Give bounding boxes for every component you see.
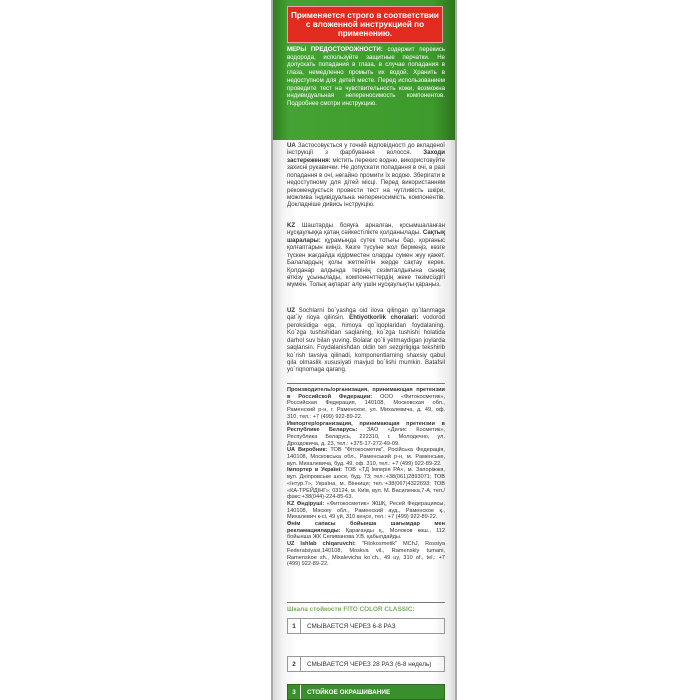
section-ua-code: UA bbox=[287, 142, 296, 149]
section-divider bbox=[287, 383, 445, 384]
scale-row-3 bbox=[287, 684, 445, 700]
scale-divider bbox=[287, 602, 445, 603]
usage-warning-text: Применяется строго в соответствии с вложенной инструкцией по применению. bbox=[291, 10, 439, 39]
importer-ua-text: ТОВ «ТД Імперія РА», м. Запоріжжя, вул. Дніпровське шосе, буд. 73; тел.:+38(061)2893071; ТОВ «Інтур.7», Україна, м. Вінниця; тел.:+38(067)4322693; ТОВ «КА-ТРЕЙДІНГ», 03124, м. Київ, вул. М. Василенка,7-А, тел./факс:+38(044)-224-85-63. bbox=[287, 467, 445, 501]
claims-kz-heading: Өнім сапасы бойынша шағымдар мен рекламацияларды: bbox=[287, 521, 445, 534]
section-uz-code: UZ bbox=[287, 307, 296, 314]
manufacturer-ru-text: ООО «Фитокосметик», Российская Федерация, 140108, Московская обл., Раменский р-н, г. Раменское, ул. Михалевича, д. 49, оф. 310, тел.: +7 (499) 922-89-22. bbox=[287, 393, 445, 420]
manufacturer-kz-text: «Фитокосметик» ЖШҚ, Ресей Федерациясы, 140108, Мәскеу обл., Раменский ауд., Раменское қ., Михалевич к-сі, 49 үй, 310 кеңсе, тел.: +7 (499) 922-89-22. bbox=[287, 500, 445, 521]
section-ua-text: містить перекис водню, використовуйте захисні рукавички. Не допускати попадання в очі, в разі попадання в очі, негайно промити їх водою. Зберігати в недоступному для дітей місці. Перед використанням рекомендується провести тест на чутливість шкіри, можлива індивідуальна непереносимість компонентів. Докладніше дивись інструкцію. bbox=[287, 156, 446, 209]
section-uz-text: vodorod peroksidiga ega, himoya qo`lqoplaridan foydalaning. Ko`zga tushishidan saqlaning, ko`zga tushishi holatida darhol suv bilan yuving. Bolalar qo`li yetmaydigan joylarda saqlansin. Foydalanishdan oldin teri sezgirligiga tekshirib ko`rish tavsiya qilinadi, komponentlarning shaxsiy qabul qila olmaslik xususiyati mavjud bo`lishi mumkin. Batafsil yo`riqnomaga qarang. bbox=[287, 314, 445, 374]
precautions-ru-heading: МЕРЫ ПРЕДОСТОРОЖНОСТИ: bbox=[287, 46, 383, 53]
section-ua-intro: Застосовується у точній відповідності до вкладеної інструкції з фарбування волосся. bbox=[287, 142, 445, 157]
manufacturer-ru-heading: Производитель/организация, принимающая претензии в Российской Федерации: bbox=[287, 387, 445, 400]
usage-warning-box bbox=[287, 6, 443, 43]
manufacturer-uz-text: "Fitokosmetik" MChJ, Rossiya Federatsiyasi,140108, Moskva vil., Ramenskiy tumani, Ramenskoe sh., Mixalevicha ko`ch., 49 uy, 310 of., tel.: +7 (499) 922-89-22. bbox=[287, 541, 445, 568]
section-kz bbox=[287, 222, 445, 289]
section-ua-heading: Заходи застереження: bbox=[287, 149, 445, 164]
section-kz-intro: Шаштарды бояуға арналған, қосымшаланған нұсқаулыққа қатаң сәйкестілікте қолданылады. bbox=[287, 222, 445, 237]
section-ua bbox=[287, 142, 445, 209]
scale-title: Шкала стойкости FITO COLOR CLASSIC: bbox=[287, 606, 415, 613]
manufacturer-uz-heading: UZ Ishlab chiqaruvchi: bbox=[287, 541, 356, 548]
section-kz-heading: Сақтық шаралары: bbox=[287, 229, 445, 244]
scale-row-2 bbox=[287, 656, 445, 672]
package-side-panel bbox=[271, 0, 457, 700]
scale-row-number: 3 bbox=[288, 685, 301, 699]
claims-kz-text: Қарағанды қ., Молоков көш., 112 бойынша ЖК Селиванова У.В. қабылдайды. bbox=[287, 527, 445, 541]
scale-row-label: СТОЙКОЕ ОКРАШИВАНИЕ bbox=[307, 688, 391, 696]
section-uz-heading: Ehtiyotkorlik choralari: bbox=[349, 314, 419, 322]
importer-ua-heading: Імпортер в Україні: bbox=[287, 467, 342, 474]
manufacturer-block bbox=[287, 387, 445, 568]
scale-row-label: СМЫВАЕТСЯ ЧЕРЕЗ 6-8 РАЗ bbox=[307, 622, 396, 630]
scale-row-number: 1 bbox=[288, 619, 301, 633]
manufacturer-kz-heading: KZ Өндіруші: bbox=[287, 500, 325, 507]
precautions-ru bbox=[287, 46, 445, 108]
section-uz-intro: Sochlarni bo`yashga oid ilova qilingan qo`llanmaga qat`iy rioya qilinsin. bbox=[287, 307, 445, 322]
scale-row-label: СМЫВАЕТСЯ ЧЕРЕЗ 28 РАЗ (6-8 недель) bbox=[307, 660, 432, 668]
scale-row-1 bbox=[287, 618, 445, 634]
importer-by-heading: Импортер/организация, принимающая претензии в Республике Беларусь: bbox=[287, 420, 445, 434]
precautions-ru-text: содержит перекись водорода, используйте защитные перчатки. Не допускать попадания в глаза, в случае попадания в глаза, немедленно промыть их водой. Хранить в недоступном для детей месте. Перед использованием проведите тест на чувствительность кожи, возможна индивидуальная непереносимость компонентов. Подробнее смотри инструкцию. bbox=[287, 46, 446, 108]
section-kz-code: KZ bbox=[287, 222, 296, 229]
importer-by-text: ЗАО «Дилис Косметик», Республика Беларусь, 222310, г. Молодечно, ул. Дроздовича, д. 23, тел.: +375-17-272-49-09. bbox=[287, 427, 445, 447]
section-kz-text: құрамында сутек тотығы бар, қорғаныс қолғаптарын киіңіз. Көзге түсуіне жол бермеңіз, көзге түскен жағдайда кідірместен оларды сумен жуу қажет. Балалардың қолы жетпейтін жерде сақтау керек. Қолданар алдында терінің сезімталдығына сынақ өткізу ұсынылады, компоненттердің жеке төзімсіздігі мүмкін. Толық ақпарат алу үшін нұсқаулықты қараңыз. bbox=[287, 236, 445, 289]
scale-row-number: 2 bbox=[288, 657, 301, 671]
manufacturer-ua-heading: UA Виробник: bbox=[287, 447, 328, 454]
section-uz bbox=[287, 307, 445, 374]
green-header-band bbox=[273, 0, 455, 140]
manufacturer-ua-text: ТОВ "Фітокосметик", Російська Федерація, 140108, Московська обл., Раменський р-н, м. Раменське, вул. Михалевича, буд. 49, оф. 310, тел.: +7 (499) 922-89-22. bbox=[287, 447, 445, 467]
